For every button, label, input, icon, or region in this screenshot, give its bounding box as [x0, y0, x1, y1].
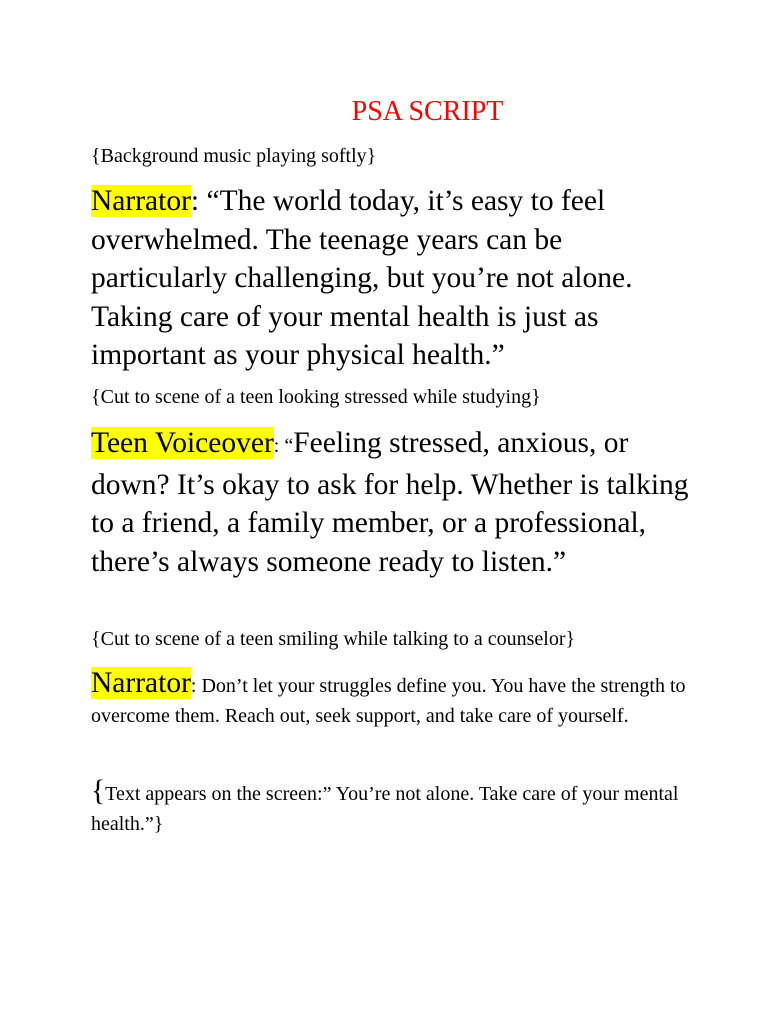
teen-voiceover-line — [91, 424, 691, 581]
open-brace: { — [91, 775, 106, 807]
page-title: PSA SCRIPT — [351, 96, 504, 127]
speaker-highlight-narrator: Narrator — [91, 185, 191, 217]
speaker-separator: : — [190, 675, 197, 697]
dialogue-text: “The world today, it’s easy to feel overwhelmed. The teenage years can be particularly challenging, but you’re not alone. Taking care of your mental health is just as important as your physical health.” — [91, 185, 633, 371]
stage-direction-stressed-teen: {Cut to scene of a teen looking stressed while studying} — [91, 386, 541, 408]
dialogue-text: Don’t let your struggles define you. You have the strength to overcome them. Reach out, seek support, and take care of yourself. — [91, 675, 686, 727]
narrator-line-2 — [91, 669, 691, 731]
speaker-separator: : — [190, 185, 200, 217]
stage-direction-on-screen-text — [91, 777, 691, 839]
speaker-highlight-teen-voiceover: Teen Voiceover — [91, 427, 274, 459]
speaker-highlight-narrator: Narrator — [91, 667, 191, 699]
narrator-line-1 — [91, 182, 691, 375]
direction-text: Text appears on the screen:” You’re not alone. Take care of your mental health.”} — [91, 783, 679, 835]
stage-direction-background-music: {Background music playing softly} — [91, 145, 377, 167]
speaker-separator: : “ — [273, 435, 294, 457]
dialogue-text: Feeling stressed, anxious, or down? It’s okay to ask for help. Whether is talking to a friend, a family member, or a professional, there’s always someone ready to listen.” — [91, 427, 689, 578]
stage-direction-counselor: {Cut to scene of a teen smiling while talking to a counselor} — [91, 628, 576, 650]
